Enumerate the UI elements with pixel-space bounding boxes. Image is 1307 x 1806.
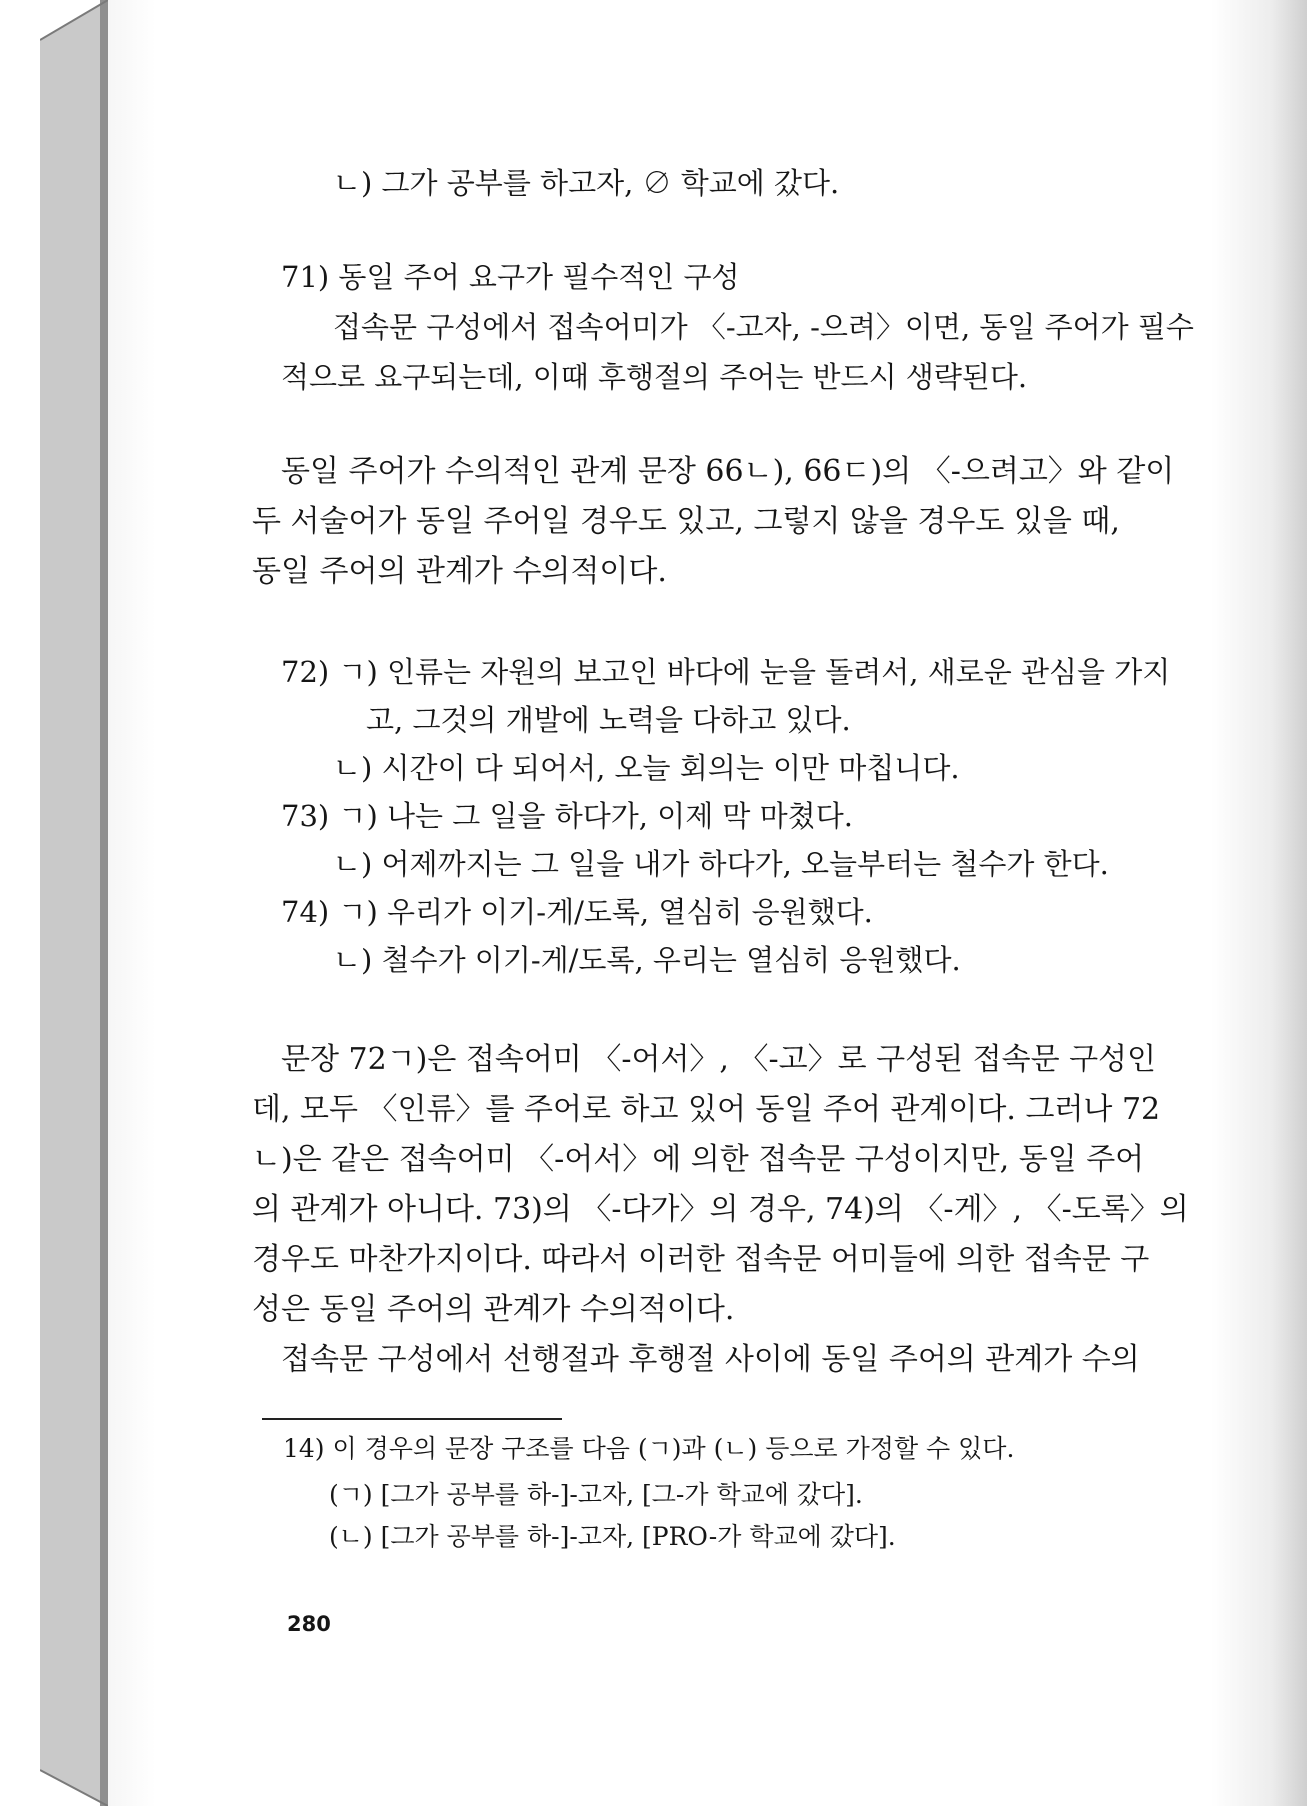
note-71-line1: 접속문 구성에서 접속어미가 〈-고자, -으려〉이면, 동일 주어가 필수: [333, 310, 1194, 344]
explain-paragraph-line5: 경우도 마찬가지이다. 따라서 이러한 접속문 어미들에 의한 접속문 구: [252, 1242, 1150, 1277]
example-72a: 72) ㄱ) 인류는 자원의 보고인 바다에 눈을 돌려서, 새로운 관심을 가지: [281, 655, 1171, 689]
optional-paragraph-line2: 두 서술어가 동일 주어일 경우도 있고, 그렇지 않을 경우도 있을 때,: [252, 504, 1120, 539]
note-71-line2: 적으로 요구되는데, 이때 후행절의 주어는 반드시 생략된다.: [281, 360, 1028, 394]
note-71-heading: 71) 동일 주어 요구가 필수적인 구성: [281, 260, 740, 294]
explain-paragraph-line3: ㄴ)은 같은 접속어미 〈-어서〉에 의한 접속문 구성이지만, 동일 주어: [252, 1142, 1145, 1177]
example-72a-cont: 고, 그것의 개발에 노력을 다하고 있다.: [366, 703, 851, 737]
optional-paragraph-line3: 동일 주어의 관계가 수의적이다.: [252, 554, 667, 589]
example-74b: ㄴ) 철수가 이기-게/도록, 우리는 열심히 응원했다.: [333, 943, 961, 977]
example-74a: 74) ㄱ) 우리가 이기-게/도록, 열심히 응원했다.: [281, 895, 873, 929]
example-73a: 73) ㄱ) 나는 그 일을 하다가, 이제 막 마쳤다.: [281, 799, 853, 833]
explain-paragraph-line2: 데, 모두 〈인류〉를 주어로 하고 있어 동일 주어 관계이다. 그러나 72: [252, 1092, 1161, 1127]
explain-paragraph-line1: 문장 72ㄱ)은 접속어미 〈-어서〉, 〈-고〉로 구성된 접속문 구성인: [281, 1042, 1157, 1077]
explain-paragraph-line4: 의 관계가 아니다. 73)의 〈-다가〉의 경우, 74)의 〈-게〉, 〈-도록〉의: [252, 1192, 1189, 1227]
footnote-rule: [262, 1418, 562, 1420]
optional-paragraph-line1: 동일 주어가 수의적인 관계 문장 66ㄴ), 66ㄷ)의 〈-으려고〉와 같이: [281, 454, 1175, 489]
footnote-14-b: (ㄴ) [그가 공부를 하-]-고자, [PRO-가 학교에 갔다].: [329, 1522, 896, 1551]
footnote-14-a: (ㄱ) [그가 공부를 하-]-고자, [그-가 학교에 갔다].: [329, 1480, 863, 1509]
explain-paragraph-line7: 접속문 구성에서 선행절과 후행절 사이에 동일 주어의 관계가 수의: [281, 1342, 1140, 1377]
example-70b: ㄴ) 그가 공부를 하고자, ∅ 학교에 갔다.: [333, 166, 840, 200]
example-72b: ㄴ) 시간이 다 되어서, 오늘 회의는 이만 마칩니다.: [333, 751, 960, 785]
page-number: 280: [287, 1612, 331, 1636]
book-spine-edge: [40, 0, 110, 1806]
footnote-14: 14) 이 경우의 문장 구조를 다음 (ㄱ)과 (ㄴ) 등으로 가정할 수 있다.: [283, 1434, 1015, 1463]
explain-paragraph-line6: 성은 동일 주어의 관계가 수의적이다.: [252, 1292, 735, 1327]
example-73b: ㄴ) 어제까지는 그 일을 내가 하다가, 오늘부터는 철수가 한다.: [333, 847, 1109, 881]
